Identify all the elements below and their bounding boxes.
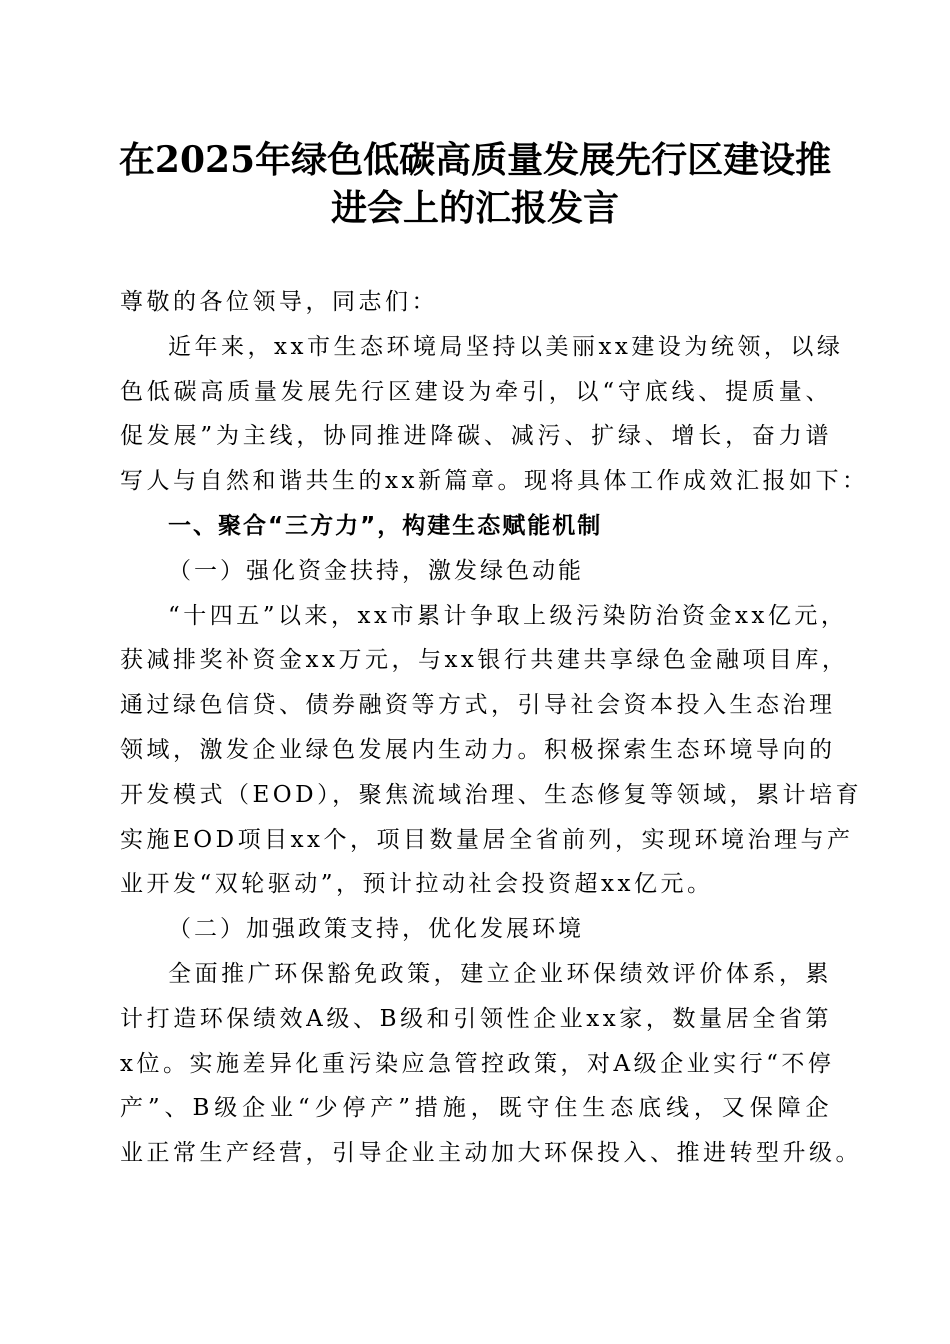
paragraph-line: 业正常生产经营，引导企业主动加大环保投入、推进转型升级。 (120, 1140, 862, 1167)
paragraph-line: 领域，激发企业绿色发展内生动力。积极探索生态环境导向的 (120, 736, 836, 763)
subsection-heading-2: （二）加强政策支持，优化发展环境 (168, 916, 584, 943)
title-line-2: 进会上的汇报发言 (330, 187, 619, 229)
salutation: 尊敬的各位领导，同志们： (120, 289, 438, 315)
paragraph-line: 计打造环保绩效A级、B级和引领性企业xx家，数量居全省第 (120, 1005, 832, 1032)
paragraph-line: 实施EOD项目xx个，项目数量居全省前列，实现环境治理与产 (120, 826, 854, 853)
paragraph-line: 开发模式（EOD），聚焦流域治理、生态修复等领域，累计培育 (120, 781, 863, 808)
document-title (100, 136, 850, 232)
title-line-1: 在2025年绿色低碳高质量发展先行区建设推 (118, 139, 832, 181)
paragraph-line: 业开发“双轮驱动”，预计拉动社会投资超xx亿元。 (120, 871, 714, 898)
intro-line: 写人与自然和谐共生的xx新篇章。现将具体工作成效汇报如下： (120, 468, 869, 495)
section-heading-1: 一、聚合“三方力”，构建生态赋能机制 (168, 512, 603, 539)
intro-line: 色低碳高质量发展先行区建设为牵引，以“守底线、提质量、 (120, 378, 832, 405)
subsection-heading-1: （一）强化资金扶持，激发绿色动能 (168, 557, 584, 584)
paragraph-line: 通过绿色信贷、债券融资等方式，引导社会资本投入生态治理 (120, 692, 836, 719)
paragraph-line: 获减排奖补资金xx万元，与xx银行共建共享绿色金融项目库， (120, 647, 849, 674)
paragraph-line: x位。实施差异化重污染应急管控政策，对A级企业实行“不停 (120, 1050, 835, 1077)
document-body (120, 280, 869, 1176)
paragraph-line: 全面推广环保豁免政策，建立企业环保绩效评价体系，累 (168, 960, 832, 987)
intro-line: 促发展”为主线，协同推进降碳、减污、扩绿、增长，奋力谱 (120, 423, 832, 450)
paragraph-line: 产”、B级企业“少停产”措施，既守住生态底线，又保障企 (120, 1095, 832, 1122)
paragraph-line: “十四五”以来，xx市累计争取上级污染防治资金xx亿元， (168, 602, 848, 629)
intro-line: 近年来，xx市生态环境局坚持以美丽xx建设为统领，以绿 (168, 333, 844, 360)
